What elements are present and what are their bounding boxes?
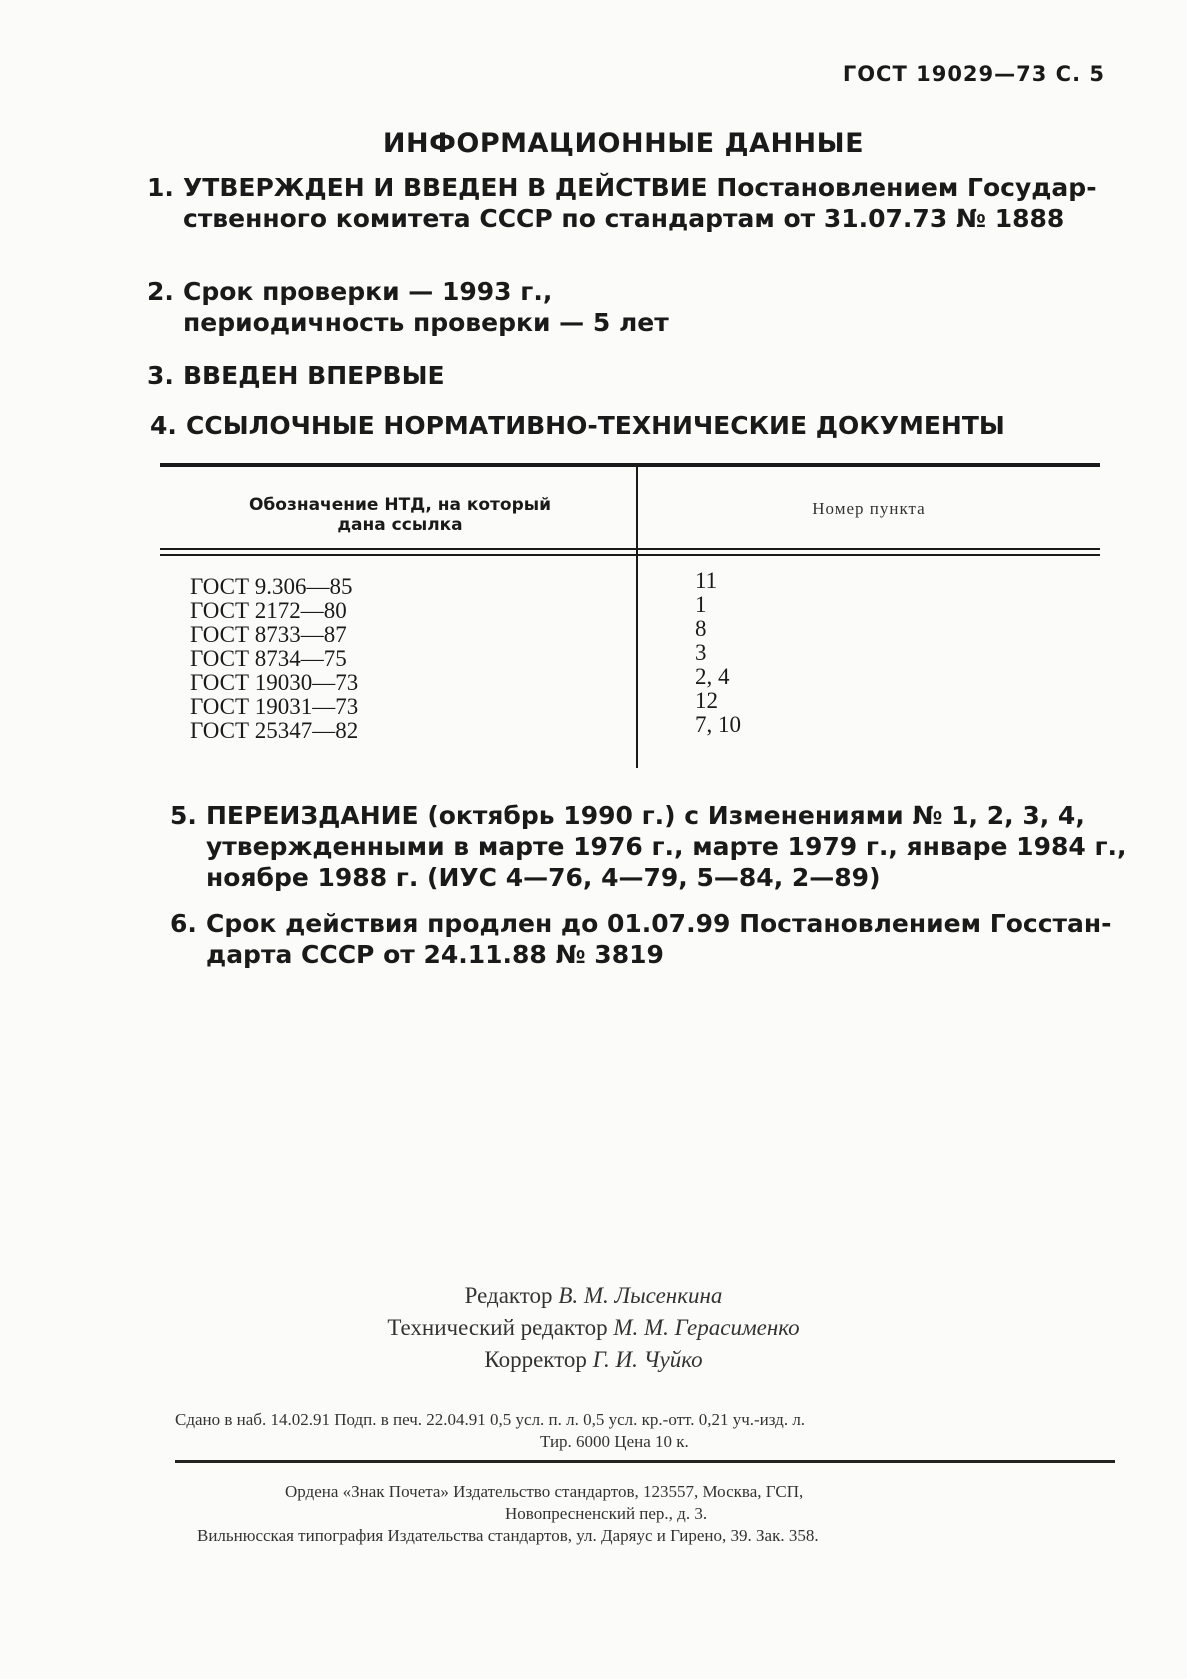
doc-column [190,575,358,743]
item-5 [170,800,1127,893]
item-number: 4. [150,411,177,440]
item-line: ПЕРЕИЗДАНИЕ (октябрь 1990 г.) с Изменениями № 1, 2, 3, 4, [206,801,1085,830]
item-number: 2. [147,277,174,306]
header-rule [160,548,1100,550]
table-cell-doc: ГОСТ 2172—80 [190,598,347,623]
table-cell-doc: ГОСТ 19030—73 [190,670,359,695]
table-top-rule [160,463,1100,467]
table-cell-doc: ГОСТ 8734—75 [190,646,347,671]
credit-tech-editor: Технический редактор М. М. Герасименко [387,1315,800,1340]
table-cell-clause: 7, 10 [695,712,741,737]
item-line: дарта СССР от 24.11.88 № 3819 [206,940,664,969]
table-cell-doc: ГОСТ 19031—73 [190,694,359,719]
imprint-rule [175,1460,1115,1463]
imprint-print-run: Тир. 6000 Цена 10 к. [540,1432,689,1451]
item-line: ВВЕДЕН ВПЕРВЫЕ [183,361,445,390]
item-1 [147,172,1097,234]
imprint-publisher: Ордена «Знак Почета» Издательство стандартов, 123557, Москва, ГСП, [285,1482,804,1501]
credits-block [0,1280,1187,1376]
table-cell-clause: 8 [695,616,707,641]
table-cell-clause: 12 [695,688,718,713]
item-line: Срок проверки — 1993 г., [183,277,553,306]
item-line: ССЫЛОЧНЫЕ НОРМАТИВНО-ТЕХНИЧЕСКИЕ ДОКУМЕНТЫ [186,411,1005,440]
imprint-address: Новопресненский пер., д. 3. [505,1504,708,1523]
table-cell-clause: 3 [695,640,707,665]
col-header-clause: Номер пункта [812,499,926,518]
item-number: 3. [147,361,174,390]
item-line: ственного комитета СССР по стандартам от 31.07.73 № 1888 [183,204,1065,233]
clause-column [695,569,741,737]
imprint-printer: Вильнюсская типография Издательства стандартов, ул. Даряус и Гирено, 39. Зак. 358. [197,1526,819,1545]
header-rule [160,554,1100,556]
item-3 [147,360,445,391]
table-cell-clause: 2, 4 [695,664,730,689]
item-6 [170,908,1112,970]
table-cell-doc: ГОСТ 9.306—85 [190,574,353,599]
credit-corrector: Корректор Г. И. Чуйко [484,1347,703,1372]
credit-editor: Редактор В. М. Лысенкина [464,1283,723,1308]
table-cell-clause: 1 [695,592,707,617]
item-2 [147,276,669,338]
item-line: утвержденными в марте 1976 г., марте 1979 г., январе 1984 г., [206,832,1127,861]
item-line: Срок действия продлен до 01.07.99 Постановлением Госстан- [206,909,1112,938]
page-header-ref: ГОСТ 19029—73 С. 5 [842,62,1105,86]
table-cell-doc: ГОСТ 25347—82 [190,718,359,743]
item-4 [150,410,1005,441]
item-number: 5. [170,801,197,830]
col-header-document: Обозначение НТД, на который дана ссылка [248,495,552,535]
item-line: периодичность проверки — 5 лет [183,308,669,337]
item-line: ноябре 1988 г. (ИУС 4—76, 4—79, 5—84, 2—89) [206,863,881,892]
item-line: УТВЕРЖДЕН И ВВЕДЕН В ДЕЙСТВИЕ Постановлением Государ- [183,173,1097,202]
item-number: 1. [147,173,174,202]
table-cell-doc: ГОСТ 8733—87 [190,622,347,647]
page-title: ИНФОРМАЦИОННЫЕ ДАННЫЕ [382,128,865,159]
table-cell-clause: 11 [695,568,718,593]
imprint-print-data: Сдано в наб. 14.02.91 Подп. в печ. 22.04.91 0,5 усл. п. л. 0,5 усл. кр.-отт. 0,21 уч.-изд. л. [175,1410,806,1429]
item-number: 6. [170,909,197,938]
references-table [160,463,1100,768]
